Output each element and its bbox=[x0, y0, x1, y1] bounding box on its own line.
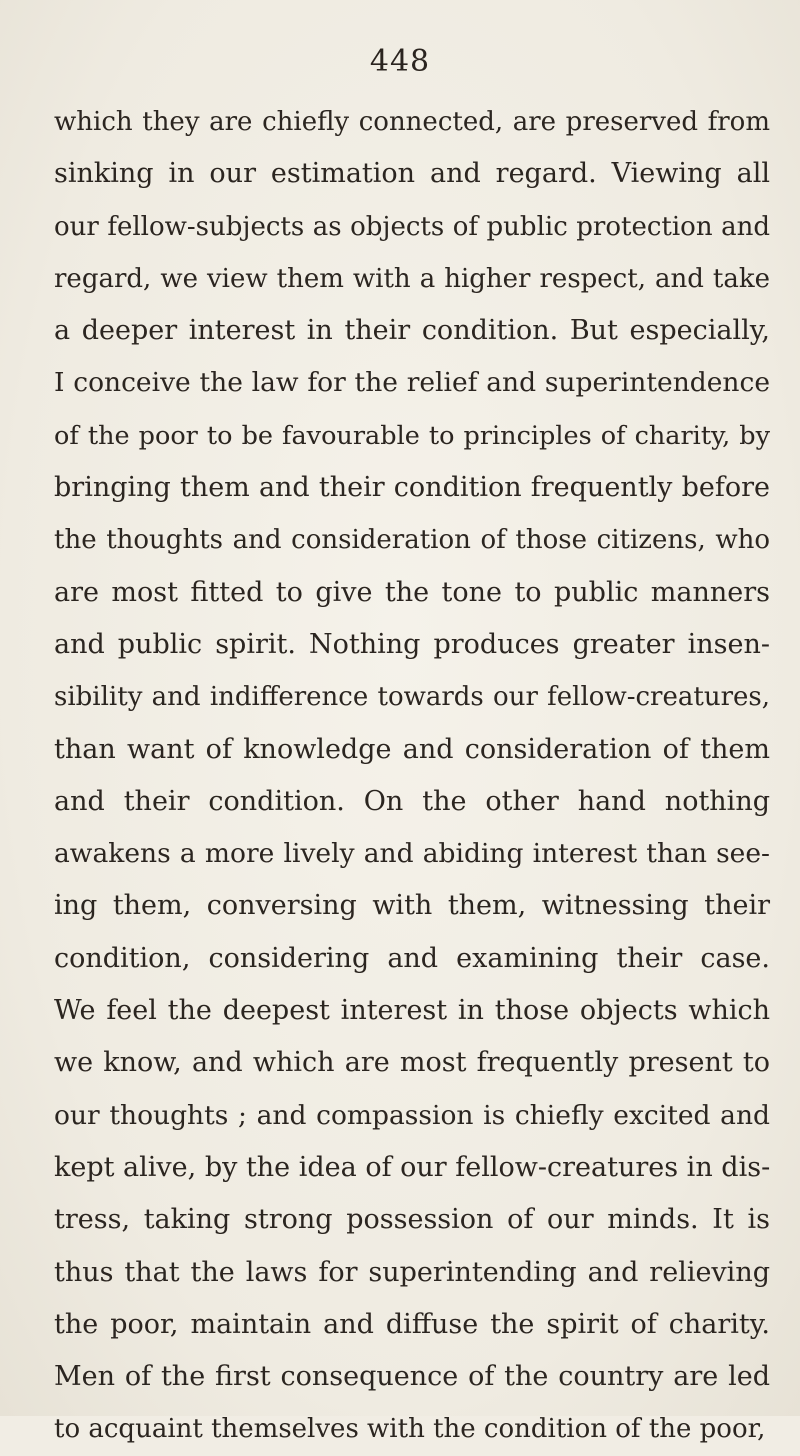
text-line: Men of the first consequence of the country are led bbox=[54, 1361, 770, 1393]
text-line: the thoughts and consideration of those citizens, who bbox=[54, 525, 770, 556]
text-line: our fellow-subjects as objects of public protection and bbox=[54, 211, 770, 242]
text-line: I conceive the law for the relief and superintendence bbox=[54, 367, 770, 399]
text-line: our thoughts ; and compassion is chiefly excited and bbox=[54, 1099, 770, 1131]
text-line: ing them, conversing with them, witnessing their bbox=[54, 890, 770, 922]
text-line: sibility and indifference towards our fellow-creatures, bbox=[54, 682, 770, 713]
text-line: to acquaint themselves with the condition of the poor, bbox=[54, 1414, 766, 1445]
text-line: of the poor to be favourable to principles of charity, by bbox=[54, 420, 770, 451]
text-line: We feel the deepest interest in those objects which bbox=[54, 995, 770, 1027]
text-line: sinking in our estimation and regard. Viewing all bbox=[54, 158, 770, 190]
text-line: and their condition. On the other hand nothing bbox=[54, 785, 770, 817]
body-text bbox=[54, 96, 770, 1456]
text-line: regard, we view them with a higher respect, and take bbox=[54, 263, 770, 294]
text-line: kept alive, by the idea of our fellow-creatures in dis- bbox=[54, 1151, 771, 1183]
page-number: 448 bbox=[369, 44, 431, 79]
text-line: and public spirit. Nothing produces greater insen- bbox=[54, 628, 770, 660]
text-line: are most fitted to give the tone to public manners bbox=[54, 576, 770, 608]
text-line: tress, taking strong possession of our minds. It is bbox=[54, 1204, 770, 1236]
text-line: which they are chiefly connected, are preserved from bbox=[54, 107, 770, 137]
text-line: thus that the laws for superintending and relieving bbox=[54, 1256, 770, 1288]
text-line: awakens a more lively and abiding interest than see- bbox=[54, 838, 770, 870]
text-line: the poor, maintain and diffuse the spirit of charity. bbox=[54, 1308, 770, 1340]
text-line: bringing them and their condition frequently before bbox=[54, 472, 770, 504]
text-line: than want of knowledge and consideration of them bbox=[54, 733, 770, 765]
text-line: a deeper interest in their condition. But especially, bbox=[54, 315, 770, 347]
text-line: condition, considering and examining their case. bbox=[54, 942, 770, 974]
text-line: we know, and which are most frequently present to bbox=[54, 1047, 770, 1079]
